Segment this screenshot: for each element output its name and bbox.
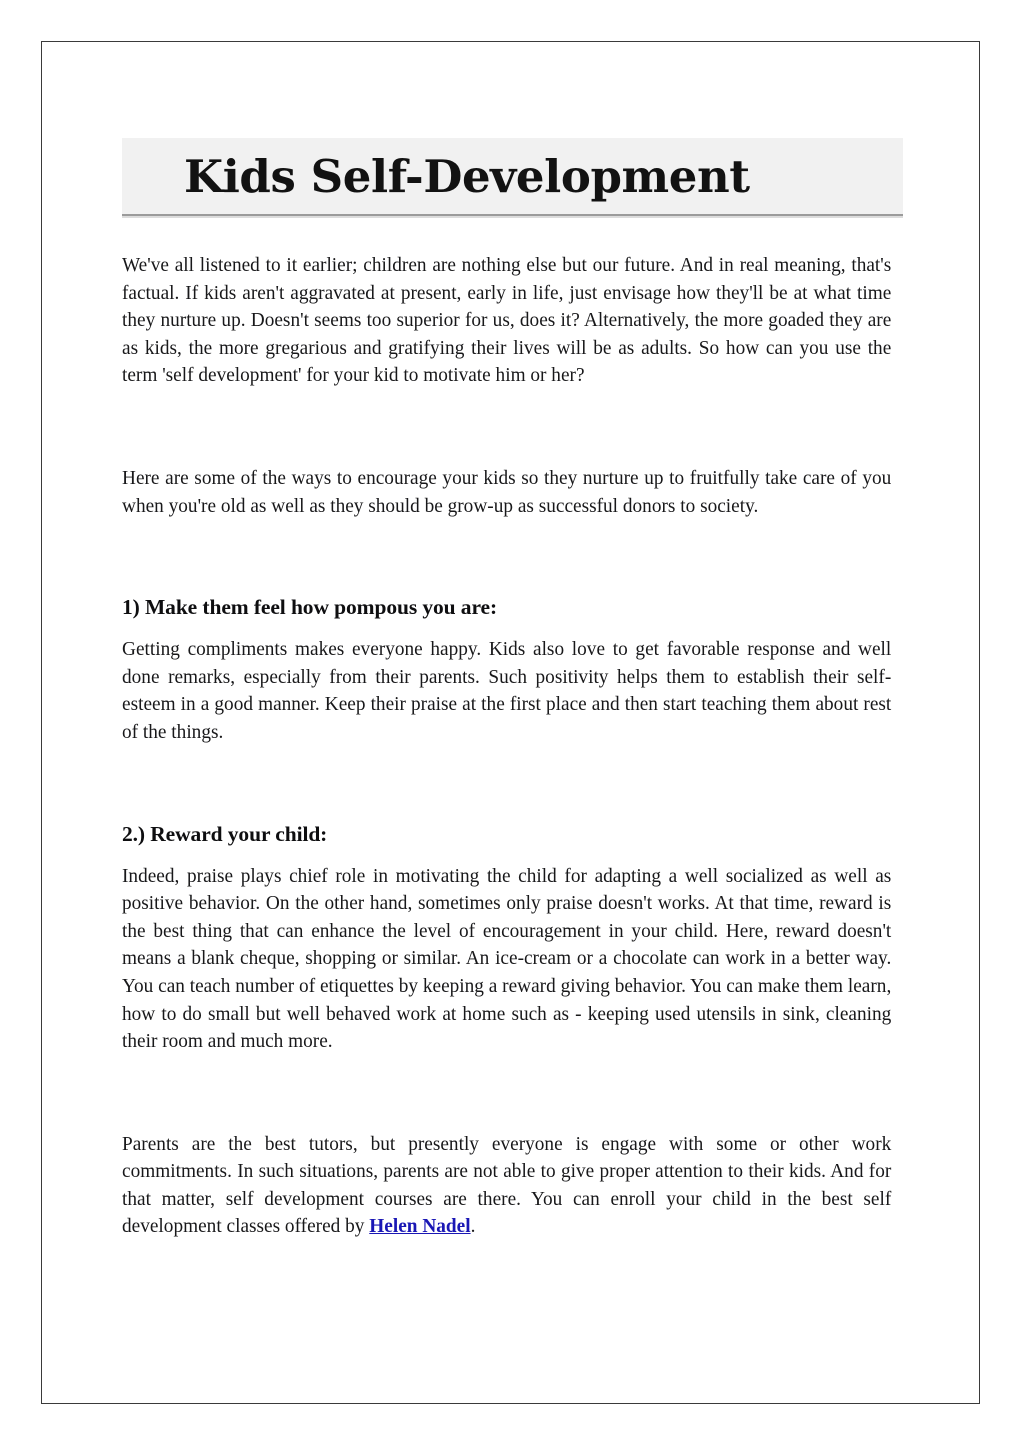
body-area — [122, 252, 903, 1241]
closing-text-after-link: . — [470, 1216, 476, 1238]
section-heading-2: 2.) Reward your child: — [122, 821, 328, 846]
title-band — [122, 138, 903, 216]
intro-paragraph: We've all listened to it earlier; children are nothing else but our future. And in real meaning, that's factual. If kids aren't aggravated at present, early in life, just envisage how they'll be at what time they nurture up. Doesn't seems too superior for us, does it? Alternatively, the more goaded they are as kids, the more gregarious and gratifying their lives will be as adults. So how can you use the term 'self development' for your kid to motivate him or her? — [122, 255, 892, 387]
helen-nadel-link[interactable]: Helen Nadel — [369, 1216, 471, 1238]
section-paragraph-1: Getting compliments makes everyone happy. Kids also love to get favorable response and well done remarks, especially from their parents. Such positivity helps them to establish their self-esteem in a good manner. Keep their praise at the first place and then start teaching them about rest of the things. — [122, 639, 892, 743]
section-paragraph-2: Indeed, praise plays chief role in motivating the child for adapting a well socialized as well as positive behavior. On the other hand, sometimes only praise doesn't works. At that time, reward is the best thing that can enhance the level of encouragement in your child. Here, reward doesn't means a blank cheque, shopping or similar. An ice-cream or a chocolate can work in a better way. You can teach number of etiquettes by keeping a reward giving behavior. You can make them learn, how to do small but well behaved work at home such as - keeping used utensils in sink, cleaning their room and much more. — [122, 865, 892, 1053]
lead-paragraph: Here are some of the ways to encourage your kids so they nurture up to fruitfully take care of you when you're old as well as they should be grow-up as successful donors to society. — [122, 467, 892, 517]
closing-paragraph — [122, 1131, 891, 1241]
section-heading-1: 1) Make them feel how pompous you are: — [122, 595, 498, 620]
document-content — [122, 138, 903, 1241]
closing-text-before-link: Parents are the best tutors, but presently everyone is engage with some or other work commitments. In such situations, parents are not able to give proper attention to their kids. And for that matter, self development courses are there. You can enroll your child in the best self development classes offered by — [122, 1133, 892, 1238]
page-title: Kids Self-Development — [184, 150, 750, 203]
